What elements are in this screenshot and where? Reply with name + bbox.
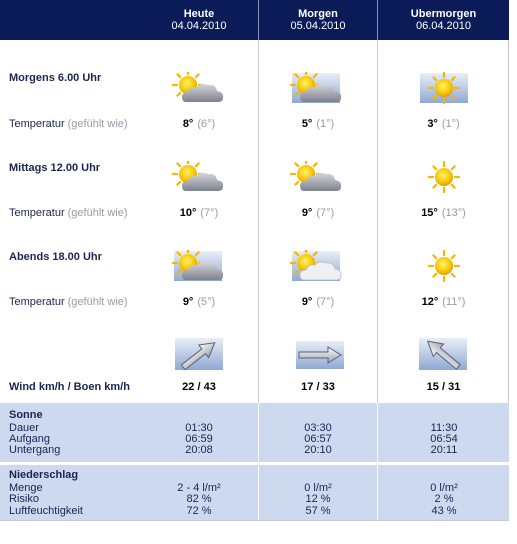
wind-value: 17 / 33 [301, 381, 335, 393]
day-date: 06.04.2010 [415, 20, 472, 32]
period-label: Morgens 6.00 Uhr [9, 72, 102, 84]
day-date: 05.04.2010 [290, 20, 346, 32]
wind-value: 22 / 43 [182, 381, 216, 393]
sun-title: Sonne [9, 409, 43, 421]
temperature-label: Temperatur (gefühlt wie) [9, 118, 128, 130]
sunrise-label: Aufgang [9, 433, 50, 445]
sunset-label: Untergang [9, 444, 61, 456]
precipitation-risk-value: 2 % [434, 493, 454, 505]
day-name: Ubermorgen [410, 8, 477, 20]
sunny-icon [418, 161, 470, 193]
precipitation-risk-value: 12 % [305, 493, 331, 505]
sunset-value: 20:11 [430, 444, 458, 456]
wind-label: Wind km/h / Boen km/h [9, 381, 130, 393]
sun-duration-value: 01:30 [185, 422, 213, 434]
partly-cloudy-icon [290, 72, 342, 104]
precipitation-title: Niederschlag [9, 469, 79, 481]
sunrise-value: 06:59 [185, 433, 213, 445]
partly-cloudy-icon [290, 250, 342, 282]
sun-duration-label: Dauer [9, 422, 39, 434]
temperature-value: 12° (11°) [421, 296, 466, 308]
sunset-value: 20:10 [304, 444, 332, 456]
sunrise-value: 06:54 [430, 433, 458, 445]
sunny-icon [418, 72, 470, 104]
felt-label: (gefühlt wie) [67, 118, 128, 130]
temperature-value: 9° (7°) [301, 207, 335, 219]
day-name: Morgen [298, 8, 338, 20]
humidity-value: 72 % [186, 505, 212, 517]
sunny-icon [418, 250, 470, 282]
period-label: Mittags 12.00 Uhr [9, 162, 101, 174]
partly-cloudy-icon [172, 72, 224, 104]
humidity-value: 43 % [431, 505, 457, 517]
temperature-value: 3° (1°) [427, 118, 460, 130]
day-header-2 [378, 0, 509, 40]
felt-label: (gefühlt wie) [67, 207, 128, 219]
day-header-0 [140, 0, 258, 40]
precipitation-amount-value: 2 - 4 l/m² [177, 482, 221, 494]
period-label: Abends 18.00 Uhr [9, 251, 102, 263]
temperature-label: Temperatur (gefühlt wie) [9, 207, 128, 219]
day-header-1 [259, 0, 377, 40]
wind-arrow-northwest-icon [419, 338, 467, 370]
humidity-label: Luftfeuchtigkeit [9, 505, 83, 517]
table-bottom-border [0, 520, 509, 521]
temperature-value: 15° (13°) [421, 207, 466, 219]
temperature-value: 9° (5°) [182, 296, 216, 308]
temperature-label: Temperatur (gefühlt wie) [9, 296, 128, 308]
sunset-value: 20:08 [185, 444, 213, 456]
precipitation-amount-value: 0 l/m² [304, 482, 332, 494]
humidity-value: 57 % [305, 505, 331, 517]
partly-cloudy-icon [172, 250, 224, 282]
wind-arrow-northeast-icon [175, 338, 223, 370]
sunrise-value: 06:57 [304, 433, 332, 445]
wind-arrow-east-icon [296, 341, 344, 369]
felt-label: (gefühlt wie) [67, 296, 128, 308]
temperature-value: 9° (7°) [301, 296, 335, 308]
sun-duration-value: 11:30 [430, 422, 458, 434]
temperature-value: 5° (1°) [301, 118, 335, 130]
precipitation-amount-value: 0 l/m² [430, 482, 458, 494]
temperature-value: 8° (6°) [182, 118, 216, 130]
temperature-value: 10° (7°) [179, 207, 219, 219]
sun-duration-value: 03:30 [304, 422, 332, 434]
precipitation-amount-label: Menge [9, 482, 43, 494]
precipitation-risk-value: 82 % [186, 493, 212, 505]
day-name: Heute [183, 8, 215, 20]
precipitation-risk-label: Risiko [9, 493, 39, 505]
partly-cloudy-icon [172, 161, 224, 193]
wind-value: 15 / 31 [426, 381, 461, 393]
partly-cloudy-icon [290, 161, 342, 193]
day-date: 04.04.2010 [171, 20, 227, 32]
